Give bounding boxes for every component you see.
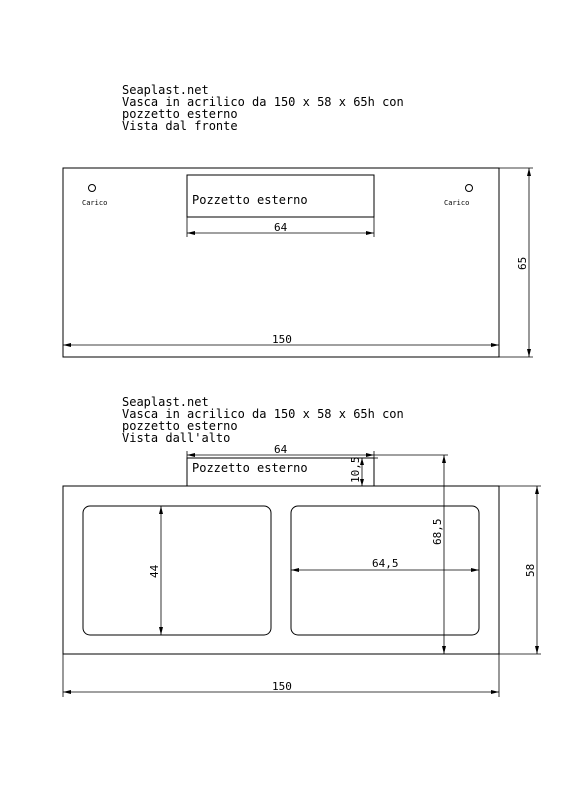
- top-dim-depth: [499, 486, 541, 654]
- top-title-line-3: pozzetto esterno: [122, 419, 238, 433]
- front-pozzetto-label: Pozzetto esterno: [192, 193, 308, 207]
- front-carico-left-label: Carico: [82, 199, 108, 207]
- front-carico-left-circle: [89, 185, 96, 192]
- front-dim-pozzetto-width: [187, 217, 374, 237]
- front-carico-right-label: Carico: [444, 199, 470, 207]
- front-dim-total-width: [63, 333, 499, 347]
- top-pozzetto-label: Pozzetto esterno: [192, 461, 308, 475]
- top-view: [63, 395, 541, 697]
- top-dim-pozzetto-width-text: 64: [274, 443, 288, 456]
- front-dim-height: [499, 168, 533, 357]
- top-title-block: [122, 395, 404, 445]
- top-dim-total-width: [63, 654, 499, 697]
- top-title-line-4: Vista dall'alto: [122, 431, 231, 445]
- front-view: [63, 83, 533, 357]
- top-dim-right-basin-text: 64,5: [372, 557, 399, 570]
- top-title-line-2: Vasca in acrilico da 150 x 58 x 65h con: [122, 407, 404, 421]
- top-dim-left-basin-text: 44: [148, 564, 161, 578]
- top-right-basin: [291, 506, 479, 635]
- front-title-line-2: Vasca in acrilico da 150 x 58 x 65h con: [122, 95, 404, 109]
- front-title-block: [122, 83, 404, 133]
- top-dim-depth-total: [374, 455, 448, 654]
- top-dim-left-basin: [148, 506, 163, 635]
- front-dim-height-text: 65: [516, 256, 529, 270]
- top-dim-depth-total-text: 68,5: [431, 518, 444, 545]
- top-dim-right-basin: [291, 557, 479, 572]
- front-dim-pozzetto-width-text: 64: [274, 221, 288, 234]
- top-title-line-1: Seaplast.net: [122, 395, 209, 409]
- top-dim-pozzetto-depth-text: 10,5: [349, 456, 362, 483]
- front-dim-total-width-text: 150: [272, 333, 292, 346]
- top-dim-total-width-text: 150: [272, 680, 292, 693]
- top-left-basin: [83, 506, 271, 635]
- front-carico-right-circle: [466, 185, 473, 192]
- top-dim-pozzetto-width: [187, 443, 374, 458]
- front-title-line-4: Vista dal fronte: [122, 119, 238, 133]
- front-title-line-1: Seaplast.net: [122, 83, 209, 97]
- top-dim-depth-text: 58: [524, 563, 537, 577]
- front-title-line-3: pozzetto esterno: [122, 107, 238, 121]
